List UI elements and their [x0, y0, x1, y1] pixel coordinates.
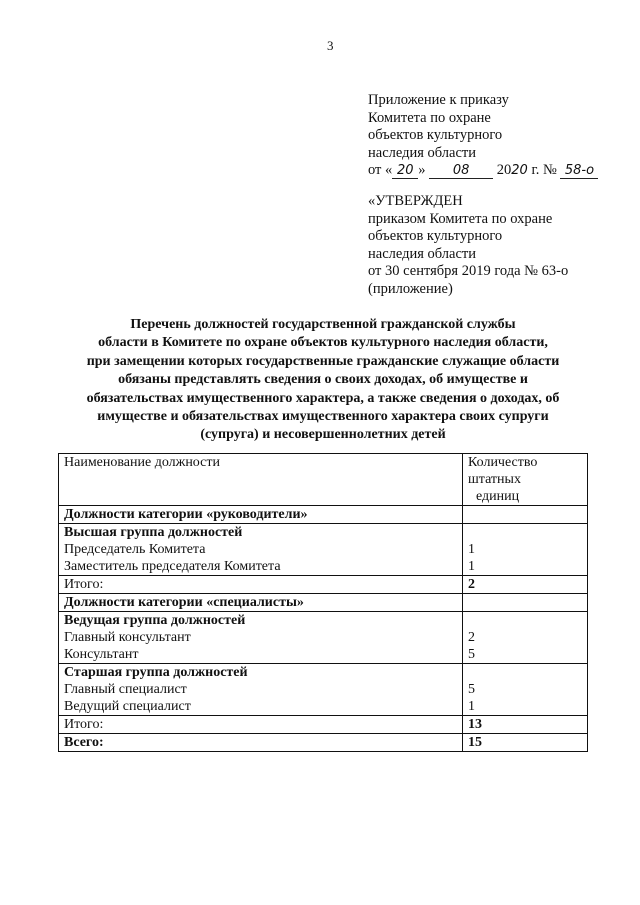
total-label: Всего:: [59, 734, 463, 752]
subtotal-label: Итого:: [59, 716, 463, 734]
approved-line: (приложение): [368, 280, 453, 297]
approved-block: [368, 193, 568, 299]
table-row: [59, 576, 588, 594]
year-tail: г. №: [527, 162, 557, 179]
table-row: [59, 524, 588, 576]
qty-leading-specialist: 1: [468, 699, 475, 714]
position-chairman: Председатель Комитета: [64, 542, 206, 557]
header-position: Наименование должности: [59, 454, 463, 506]
group-leading-cell: [59, 612, 463, 664]
approved-line: наследия области: [368, 245, 477, 262]
appendix-line: Приложение к приказу: [368, 92, 509, 108]
title-line: обязаны представлять сведения о своих доходах, об имуществе и: [118, 372, 528, 388]
table-row: [59, 612, 588, 664]
group-highest: Высшая группа должностей: [64, 525, 243, 540]
group-senior-cell: [59, 664, 463, 716]
page-number: 3: [327, 38, 334, 53]
category-specialists: Должности категории «специалисты»: [59, 594, 463, 612]
position-deputy: Заместитель председателя Комитета: [64, 559, 281, 574]
header-count-line2: единиц: [476, 489, 520, 504]
position-chief-consultant: Главный консультант: [64, 630, 191, 645]
date-mid: »: [418, 162, 426, 179]
qty-chairman: 1: [468, 542, 475, 557]
title-line: (супруга) и несовершеннолетних детей: [200, 427, 446, 443]
table-row: [59, 664, 588, 716]
empty-cell: [463, 594, 588, 612]
position-chief-specialist: Главный специалист: [64, 682, 187, 697]
group-senior: Старшая группа должностей: [64, 665, 248, 680]
empty-cell: [463, 506, 588, 524]
appendix-date-line: [368, 162, 598, 180]
table-row: [59, 734, 588, 752]
handwritten-order-number: 58-о: [560, 164, 598, 179]
title-line: области в Комитете по охране объектов культурного наследия области,: [98, 335, 548, 351]
title-line: имуществе и обязательствах имущественного характера своих супруги: [97, 409, 549, 425]
total-qty: 15: [463, 734, 588, 752]
date-prefix: от «: [368, 162, 393, 179]
qty-cell: [463, 664, 588, 716]
handwritten-month: 08: [429, 164, 493, 179]
qty-chief-specialist: 5: [468, 682, 475, 697]
approved-line: «УТВЕРЖДЕН: [368, 193, 463, 209]
title-line: Перечень должностей государственной гражданской службы: [130, 317, 516, 332]
handwritten-year: 20: [511, 163, 528, 179]
year-prefix: 20: [496, 162, 512, 179]
table-row: [59, 716, 588, 734]
subtotal-label: Итого:: [59, 576, 463, 594]
appendix-line: объектов культурного: [368, 127, 503, 144]
document-title: [62, 316, 584, 445]
qty-deputy: 1: [468, 559, 475, 574]
title-line: обязательствах имущественного характера, а также сведения о доходах, об: [86, 390, 560, 406]
handwritten-day: 20: [392, 164, 418, 179]
appendix-header: [368, 92, 598, 180]
appendix-line: наследия области: [368, 144, 477, 161]
table-row: [59, 594, 588, 612]
group-highest-cell: [59, 524, 463, 576]
table-row: [59, 506, 588, 524]
qty-cell: [463, 612, 588, 664]
approved-line: приказом Комитета по охране: [368, 210, 553, 227]
qty-consultant: 5: [468, 647, 475, 662]
subtotal-qty: 2: [463, 576, 588, 594]
position-leading-specialist: Ведущий специалист: [64, 699, 191, 714]
positions-table: [58, 453, 588, 752]
group-leading: Ведущая группа должностей: [64, 613, 246, 628]
appendix-line: Комитета по охране: [368, 109, 491, 126]
approved-line: от 30 сентября 2019 года № 63-о: [368, 263, 569, 280]
table-header-row: [59, 454, 588, 506]
approved-line: объектов культурного: [368, 228, 503, 245]
header-count: [463, 454, 588, 506]
position-consultant: Консультант: [64, 647, 139, 662]
qty-chief-consultant: 2: [468, 630, 475, 645]
qty-cell: [463, 524, 588, 576]
subtotal-qty: 13: [463, 716, 588, 734]
category-leaders: Должности категории «руководители»: [59, 506, 463, 524]
title-line: при замещении которых государственные гражданские служащие области: [86, 353, 560, 369]
header-count-line1: Количество штатных: [468, 455, 538, 487]
